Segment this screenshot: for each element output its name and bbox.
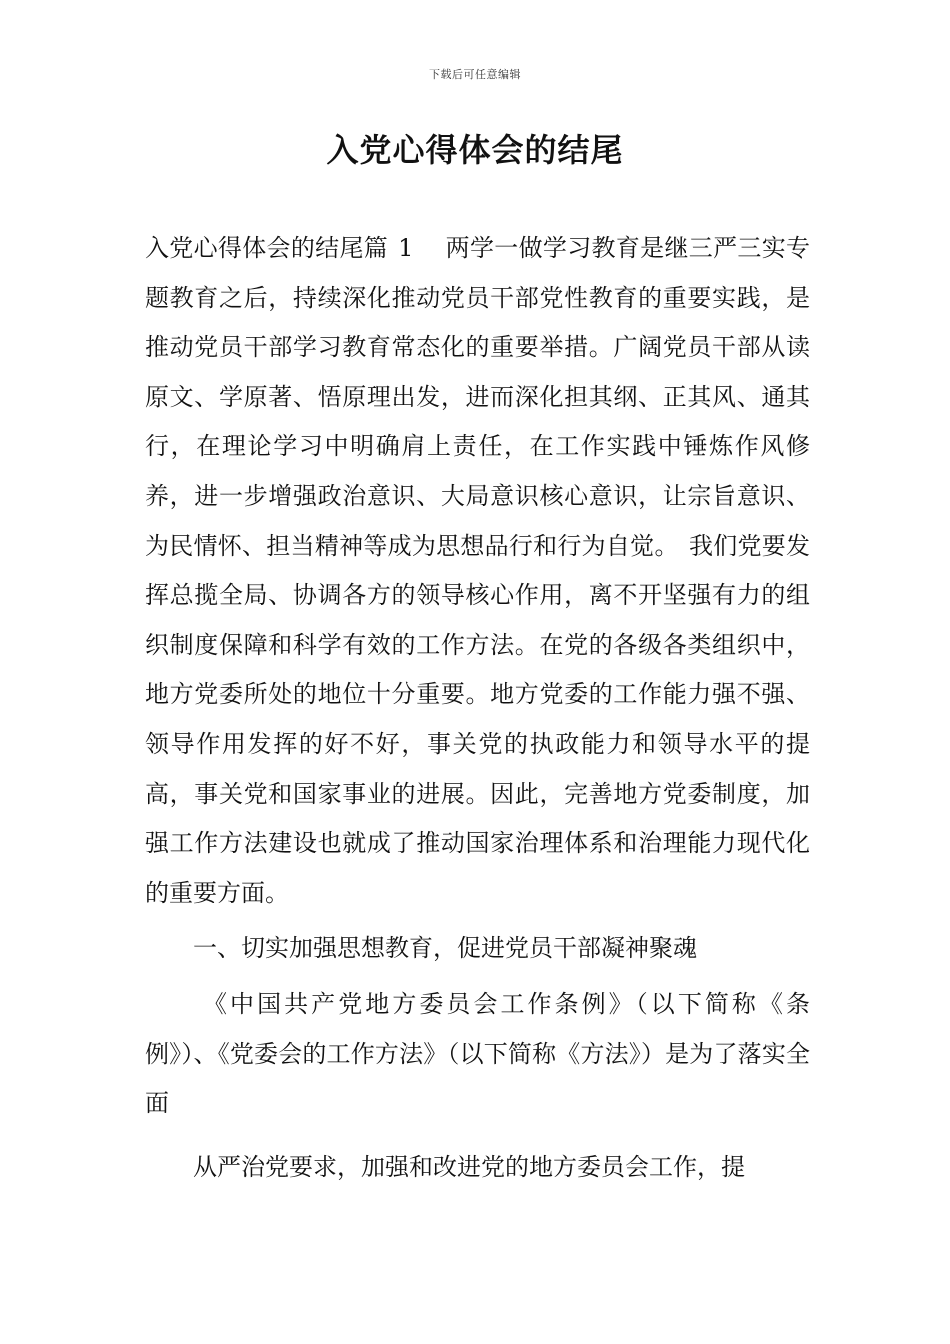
paragraph-1 [145,224,810,918]
paragraph-3: 从严治党要求，加强和改进党的地方委员会工作，提 [193,1152,745,1181]
document-title: 入党心得体会的结尾 [326,131,624,169]
paragraph-1a-text: 两学一做学习教育是继三严三实专题教育之后，持续深化推动党员干部党性教育的重要实践，是推动党员干部学习教育常态化的重要举措。广阔党员干部从读原文、学原著、悟原理出发，进而深化担其纲、正其风、通其行，在理论学习中明确肩上责任，在工作实践中锤炼作风修养，进一步增强政治意识、大局意识核心意识，让宗旨意识、为民情怀、担当精神等成为思想品行和行为自觉。 [145,234,811,560]
paragraph-2: 《中国共产党地方委员会工作条例》（以下简称《条例》）、《党委会的工作方法》（以下简称《方法》）是为了落实全面 [145,989,810,1118]
section-label: 入党心得体会的结尾篇 [145,234,389,262]
section-number: 1 [398,234,414,262]
document-body [145,224,810,1192]
header-note: 下载后可任意编辑 [429,68,521,81]
paragraph-1b-text: 我们党要发挥总揽全局、协调各方的领导核心作用，离不开坚强有力的组织制度保障和科学有效的工作方法。在党的各级各类组织中，地方党委所处的地位十分重要。地方党委的工作能力强不强、领导作用发挥的好不好，事关党的执政能力和领导水平的提高，事关党和国家事业的进展。因此，完善地方党委制度，加强工作方法建设也就成了推动国家治理体系和治理能力现代化的重要方面。 [145,531,810,907]
heading-1: 一、切实加强思想教育，促进党员干部凝神聚魂 [193,934,697,963]
